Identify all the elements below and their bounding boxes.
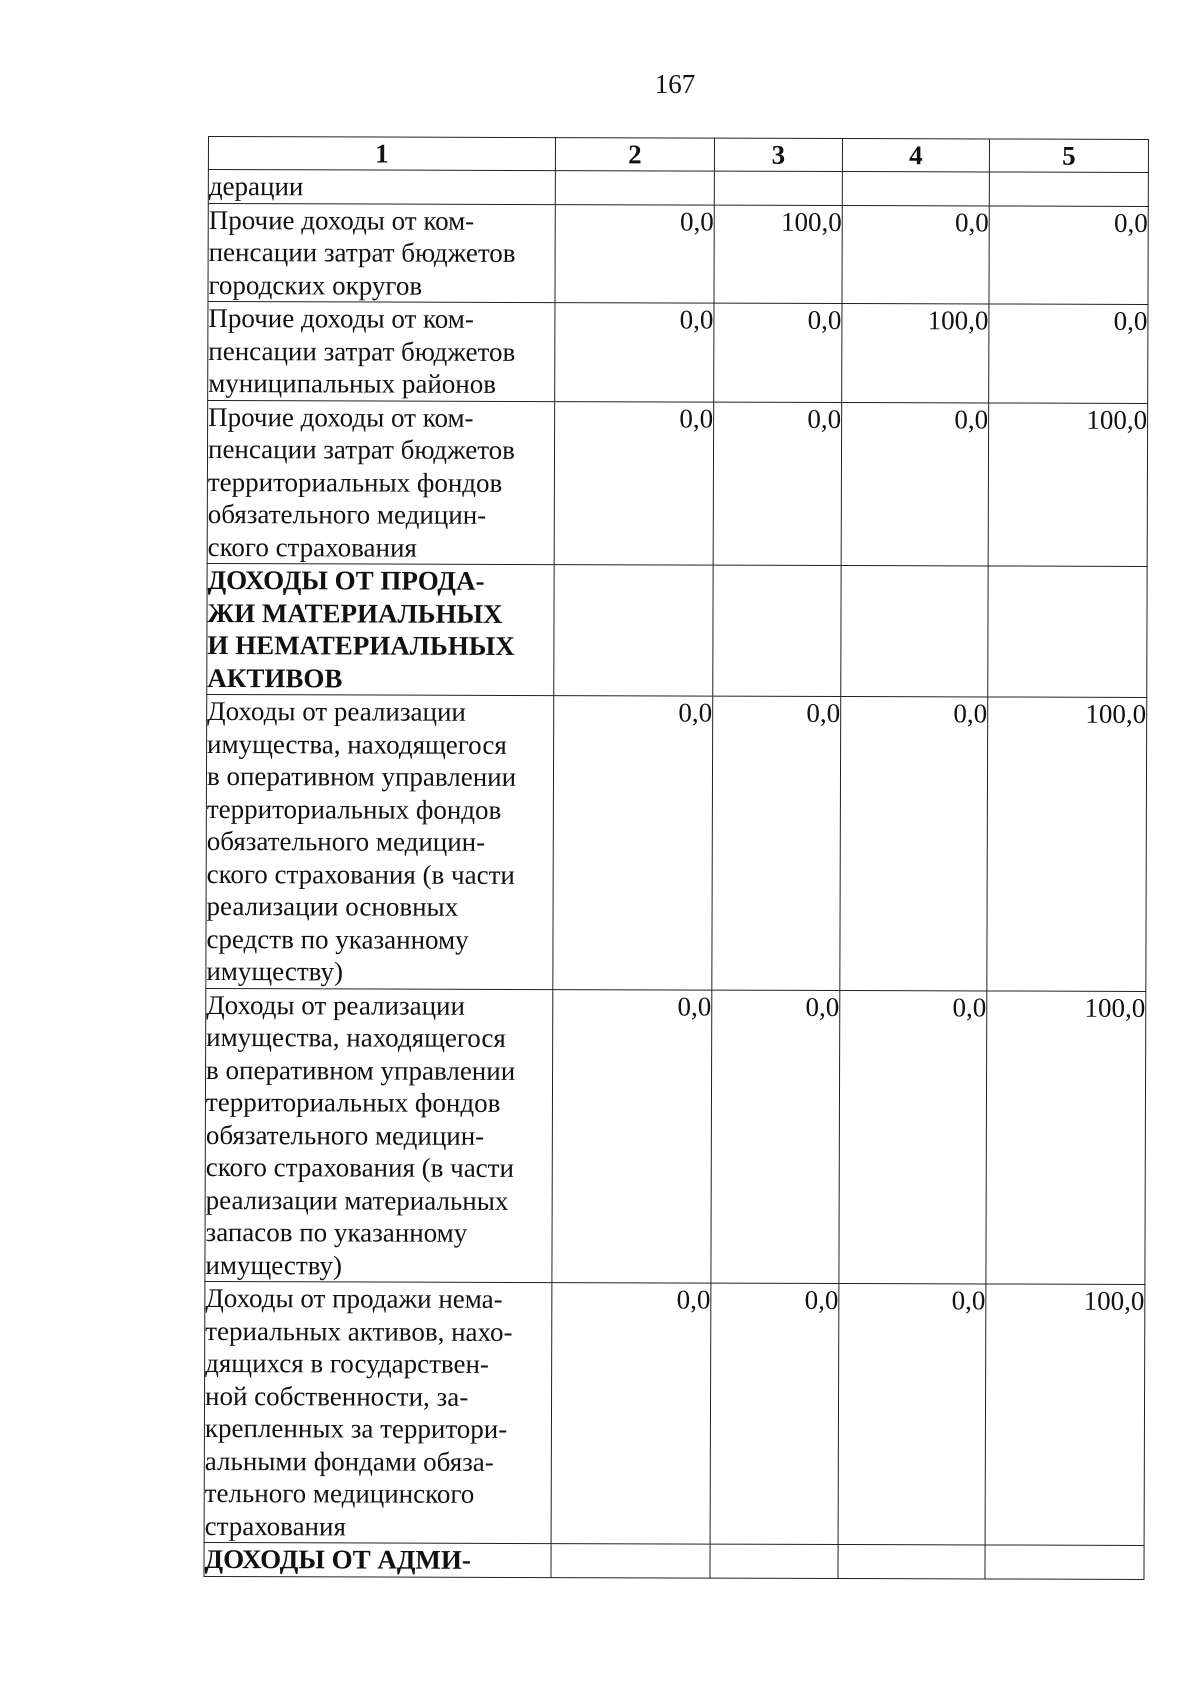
row-value-col-3: 0,0 — [712, 696, 841, 990]
row-label: Доходы от продажи нема- териальных активов, нахо- дящихся в государствен- ной собственности, за- крепленных за территори- альными фондами обяза- тельного медицинского страхования — [204, 1281, 552, 1543]
row-value-col-3 — [710, 1544, 838, 1578]
table-row — [205, 988, 1146, 1284]
header-col-5: 5 — [989, 139, 1148, 172]
row-label: Доходы от реализации имущества, находящегося в оперативном управлении территориальных фондов обязательного медицин- ского страхования (в части реализации материальных запасов по указанному имуществу) — [205, 988, 553, 1283]
table-row — [208, 170, 1148, 206]
row-value-col-3 — [713, 565, 841, 696]
row-value-col-3 — [714, 171, 842, 205]
row-value-col-2: 0,0 — [551, 1283, 711, 1544]
row-value-col-3: 0,0 — [711, 990, 840, 1284]
table-section-row — [204, 1542, 1144, 1578]
revenue-distribution-table — [203, 136, 1149, 1579]
table-row — [208, 203, 1148, 304]
header-col-2: 2 — [555, 138, 714, 171]
row-label: Прочие доходы от ком- пенсации затрат бюджетов муниципальных районов — [208, 302, 555, 402]
row-value-col-4 — [842, 171, 989, 205]
header-col-4: 4 — [842, 138, 989, 171]
row-value-col-5 — [989, 172, 1148, 206]
row-label: Прочие доходы от ком- пенсации затрат бюджетов территориальных фондов обязательного медицин- ского страхования — [207, 400, 555, 565]
table-row — [207, 400, 1148, 566]
row-value-col-2: 0,0 — [555, 303, 714, 402]
table-row — [206, 694, 1147, 990]
row-value-col-4: 0,0 — [842, 205, 989, 304]
row-value-col-4: 0,0 — [838, 1283, 986, 1544]
row-value-col-5: 100,0 — [985, 1284, 1145, 1545]
page-number: 167 — [654, 69, 696, 99]
row-value-col-5 — [985, 1545, 1144, 1579]
row-value-col-2 — [554, 565, 713, 696]
row-value-col-2: 0,0 — [552, 989, 712, 1283]
row-value-col-4 — [838, 1544, 985, 1578]
header-col-3: 3 — [714, 138, 842, 171]
row-value-col-5: 100,0 — [988, 402, 1148, 566]
table-row — [208, 302, 1148, 403]
row-value-col-4: 100,0 — [842, 303, 989, 402]
section-heading: ДОХОДЫ ОТ АДМИ- — [204, 1542, 551, 1577]
row-value-col-3: 100,0 — [714, 205, 842, 304]
row-value-col-5: 100,0 — [987, 697, 1147, 991]
row-value-col-2 — [551, 1544, 710, 1578]
row-value-col-4: 0,0 — [841, 402, 989, 566]
section-heading: ДОХОДЫ ОТ ПРОДА- ЖИ МАТЕРИАЛЬНЫХ И НЕМАТЕРИАЛЬНЫХ АКТИВОВ — [207, 563, 554, 695]
row-value-col-5: 0,0 — [989, 304, 1148, 403]
row-value-col-5: 100,0 — [986, 990, 1146, 1284]
row-value-col-5: 0,0 — [989, 205, 1148, 304]
row-value-col-5 — [988, 566, 1147, 697]
row-label: дерации — [208, 170, 555, 205]
revenue-table-wrapper — [203, 136, 1148, 1579]
table-header-row — [208, 137, 1148, 173]
row-label: Доходы от реализации имущества, находящегося в оперативном управлении территориальных фондов обязательного медицин- ского страхования (в части реализации основных средств по указанному имуществу) — [206, 694, 554, 989]
row-value-col-2: 0,0 — [554, 401, 714, 565]
table-row — [204, 1281, 1145, 1545]
row-value-col-3: 0,0 — [714, 303, 842, 402]
row-value-col-2: 0,0 — [553, 696, 713, 990]
row-value-col-4: 0,0 — [839, 990, 987, 1284]
header-col-1: 1 — [208, 137, 555, 171]
row-value-col-2 — [555, 171, 714, 205]
row-value-col-3: 0,0 — [713, 402, 842, 566]
row-label: Прочие доходы от ком- пенсации затрат бюджетов городских округов — [208, 203, 555, 303]
row-value-col-3: 0,0 — [710, 1283, 839, 1544]
row-value-col-2: 0,0 — [555, 204, 714, 303]
row-value-col-4: 0,0 — [840, 696, 988, 990]
row-value-col-4 — [841, 565, 988, 696]
table-section-row — [207, 563, 1147, 697]
